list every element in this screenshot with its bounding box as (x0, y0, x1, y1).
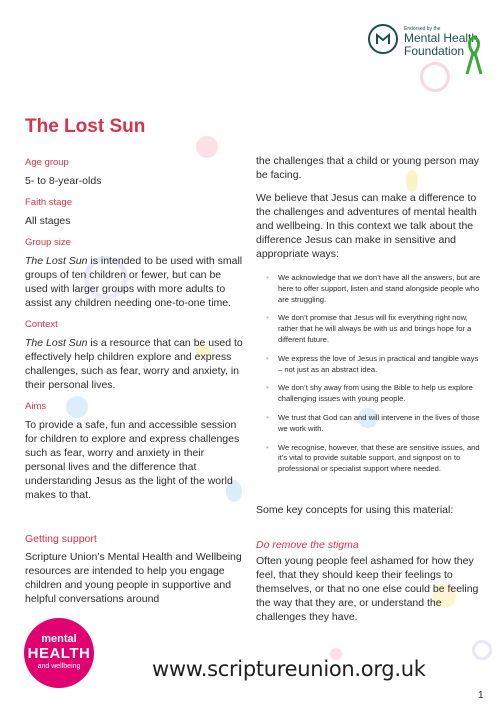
age-group-value: 5- to 8-year-olds (25, 175, 102, 187)
context-lead: The Lost Sun (25, 337, 88, 349)
faith-stage-value: All stages (25, 215, 71, 227)
group-size-label: Group size (25, 237, 71, 248)
context-rest: is a resource that can be used to effectively help children explore and express challenges, such as fear, worry and anxiety, in their personal lives. (25, 337, 243, 391)
page-title: The Lost Sun (25, 116, 146, 137)
beliefs-list (256, 273, 484, 475)
faith-stage-label: Faith stage (25, 197, 72, 208)
context-label: Context (25, 319, 58, 330)
mhf-endorsement: Endorsed by the (404, 26, 441, 32)
context-text (25, 336, 243, 392)
list-item: • We recognise, however, that these are sensitive issues, and it’s vital to provide suitable support, and signpost on to professional or specialist support where needed. (266, 442, 480, 474)
intro-text: We believe that Jesus can make a difference to the challenges and adventures of mental health and wellbeing. In this context we talk about the difference Jesus can make in sensitive and appropriate ways: (256, 192, 477, 260)
key-concepts-text: Some key concepts for using this material: (256, 503, 454, 516)
left-column (25, 157, 243, 615)
decor-circle (196, 136, 218, 158)
decor-circle (472, 640, 492, 660)
page-number: 1 (478, 690, 484, 701)
mental-health-foundation-logo (368, 24, 484, 76)
mhf-name-line2: Foundation (404, 44, 465, 58)
right-column (256, 154, 484, 633)
bullet-icon: • (266, 273, 269, 282)
stigma-text: Often young people feel ashamed for how they feel, that they should keep their feelings to themselves, or that no one else could be feeling the way that they are, or understand the challenges they have. (256, 554, 479, 623)
getting-support-text: Scripture Union’s Mental Health and Wellbeing resources are intended to help you engage children and young people in supportive and helpful conversations around (25, 551, 242, 605)
mental-health-wellbeing-logo (24, 618, 94, 688)
group-size-text (25, 254, 243, 310)
bullet-icon: • (266, 313, 269, 323)
mhf-name-line1: Mental Health (404, 31, 479, 45)
mh-logo-line1: mental (41, 633, 77, 645)
continuation-text: the challenges that a child or young person may be facing. (256, 155, 479, 181)
list-item: • We don’t promise that Jesus will fix everything right now, rather that he will always be with us and brings hope for a different future. (266, 313, 472, 344)
bullet-icon: • (266, 353, 269, 363)
bullet-icon: • (266, 412, 269, 422)
group-size-lead: The Lost Sun (25, 255, 88, 267)
bullet-icon: • (266, 383, 269, 393)
mh-logo-line3: and wellbeing (37, 663, 81, 670)
age-group-label: Age group (25, 157, 69, 168)
getting-support-label: Getting support (25, 533, 97, 545)
website-link[interactable]: www.scriptureunion.org.uk (152, 657, 426, 681)
aims-text: To provide a safe, fun and accessible session for children to explore and express challenges such as fear, worry and anxiety in their personal lives and the difference that understanding Jesus as the light of the world makes to that. (25, 419, 240, 501)
aims-label: Aims (25, 401, 47, 412)
stigma-heading: Do remove the stigma (256, 538, 359, 551)
list-item: • We don’t shy away from using the Bible to help us explore challenging issues with young people. (266, 383, 473, 404)
mhf-emblem-icon (368, 24, 398, 54)
group-size-rest: is intended to be used with small groups of ten children or fewer, but can be used with larger groups with more adults to assist any children needing one-to-one time. (25, 255, 243, 309)
mh-logo-line2: HEALTH (27, 645, 91, 662)
bullet-icon: • (266, 442, 269, 452)
list-item: • We express the love of Jesus in practical and tangible ways – not just as an abstract idea. (266, 353, 479, 374)
green-ribbon-icon (464, 36, 484, 76)
list-item: • We acknowledge that we don’t have all the answers, but are here to offer support, listen and stand alongside people who are struggling. (266, 273, 481, 304)
list-item: • We trust that God can and will intervene in the lives of those we work with. (266, 412, 480, 433)
